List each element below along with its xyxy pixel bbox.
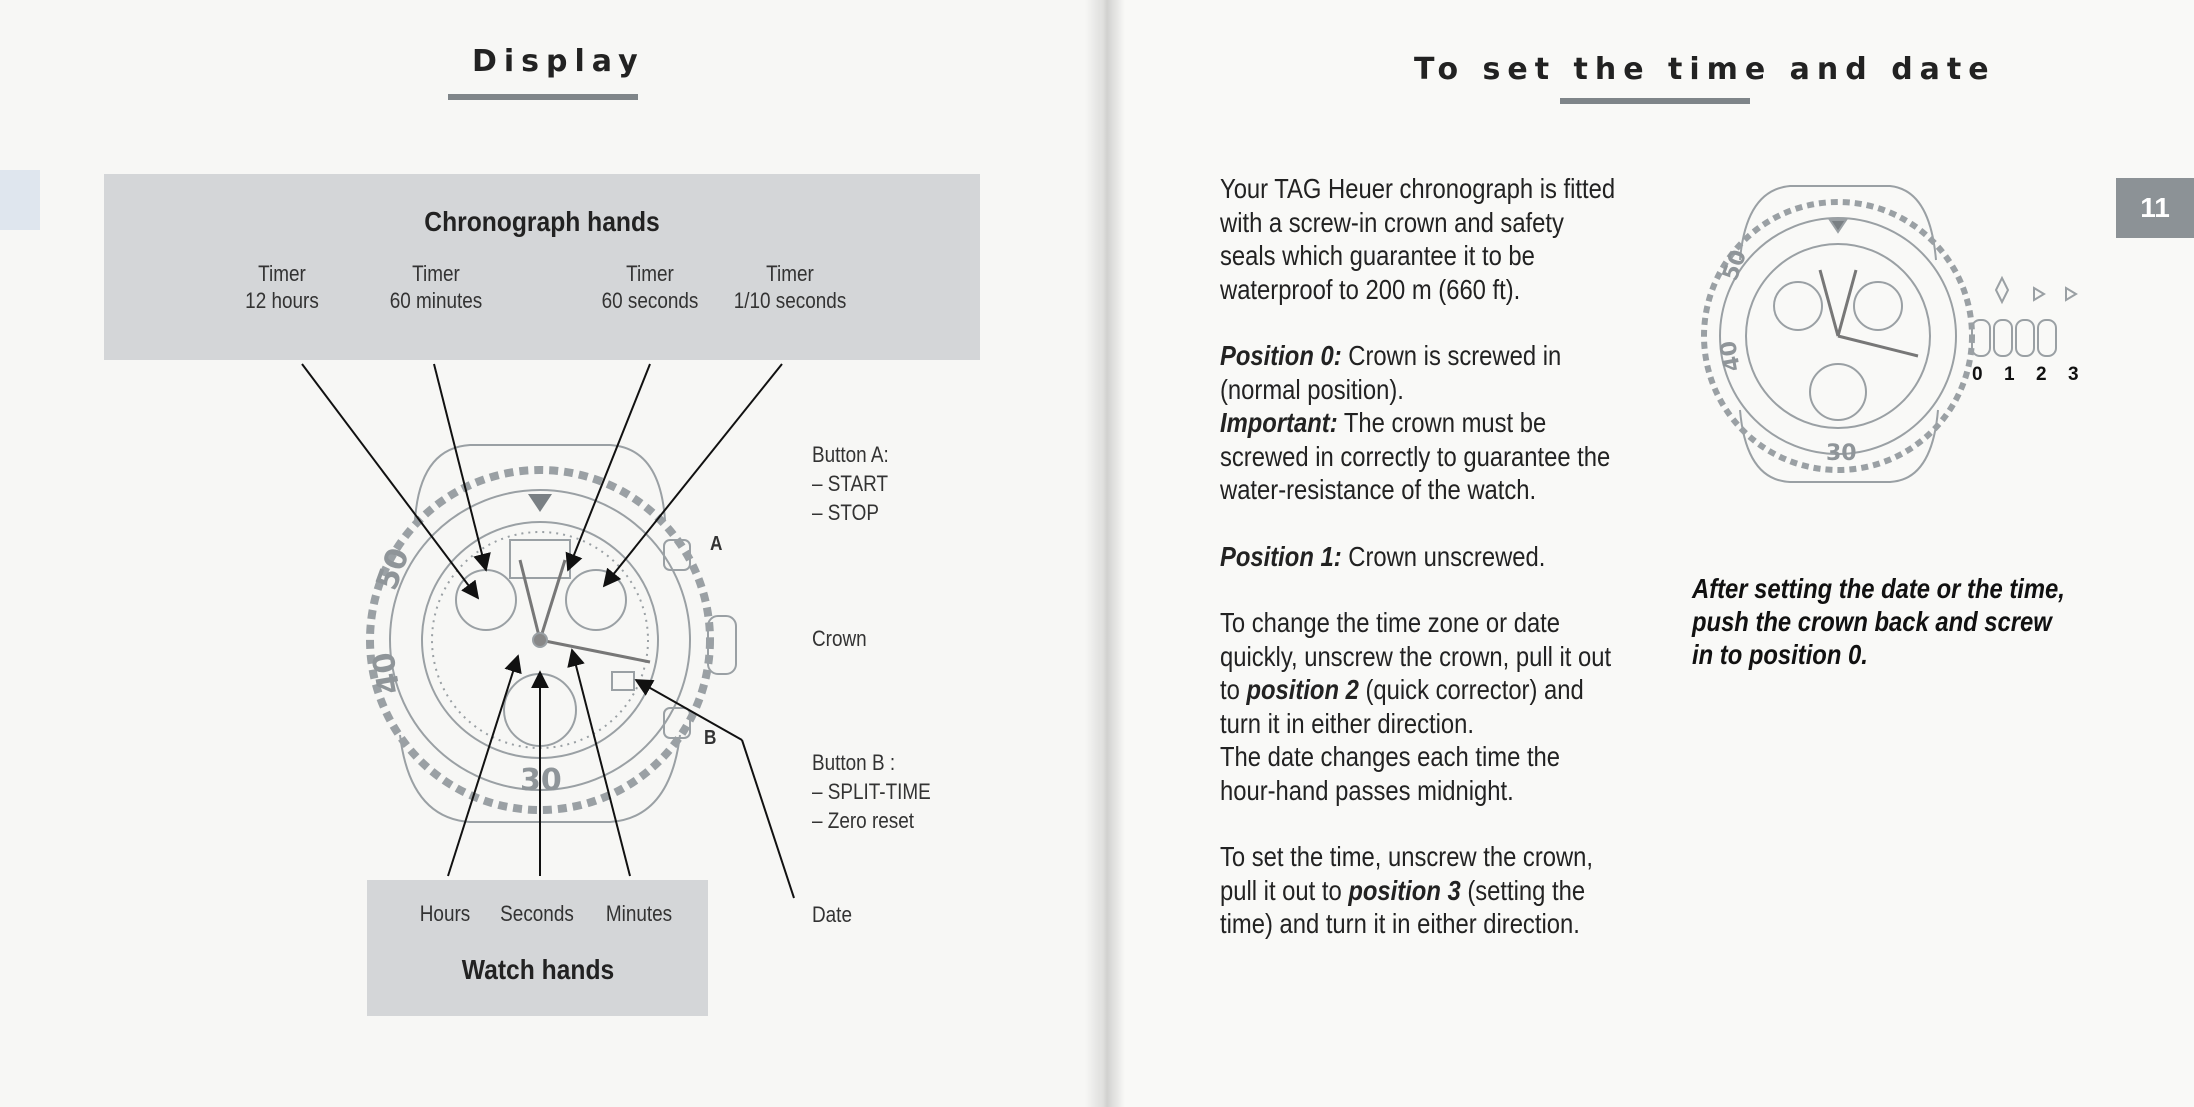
bezel-number-40: 40 <box>366 649 408 697</box>
timer-line2: 1/10 seconds <box>733 288 847 313</box>
position-0-paragraph <box>1220 339 1620 406</box>
button-b-zero-reset: – Zero reset <box>812 808 915 833</box>
date-window <box>612 672 634 690</box>
leader-tenth-seconds <box>604 364 782 586</box>
crown-position-label-3: 3 <box>2068 364 2079 385</box>
small-subdial-bottom <box>1810 364 1866 420</box>
watch-hands-heading: Watch hands <box>461 954 615 985</box>
timer-line1: Timer <box>766 261 814 286</box>
button-b-split-time: – SPLIT-TIME <box>812 779 931 804</box>
date-callout: Date <box>812 902 852 927</box>
date-change-paragraph: The date changes each time the hour-hand passes midnight. <box>1220 741 1561 806</box>
set-time-date-title: To set the time and date <box>1414 52 1996 87</box>
small-number-30: 30 <box>1826 441 1857 466</box>
crown-position-label-1: 1 <box>2004 364 2015 385</box>
bezel-number-50: 50 <box>369 543 417 595</box>
timer-line1: Timer <box>412 261 460 286</box>
instructions-text <box>1220 172 1620 941</box>
crown-callout: Crown <box>812 626 867 651</box>
display-title: Display <box>472 44 645 79</box>
small-subdial-right <box>1854 282 1902 330</box>
bezel-number-30: 30 <box>520 763 562 798</box>
zone-text-a: To change the time zone or date quickly, unscrew the crown, pull it out to <box>1220 607 1612 705</box>
unscrew-arrow-icon <box>1996 278 2008 302</box>
position-0-label: Position 0: <box>1220 340 1342 371</box>
hours-label: Hours <box>419 901 471 926</box>
position-3-label: position 3 <box>1348 874 1461 906</box>
subdial-right <box>566 570 626 630</box>
bezel-triangle <box>528 494 552 512</box>
button-a-letter: A <box>710 533 723 555</box>
crown-positions-diagram <box>1680 170 2100 500</box>
small-number-50: 50 <box>1718 246 1753 285</box>
small-subdial-left <box>1774 282 1822 330</box>
timer-line1: Timer <box>626 261 674 286</box>
timer-line2: 12 hours <box>245 288 319 313</box>
leader-minutes <box>572 650 630 876</box>
minutes-label: Minutes <box>605 901 673 926</box>
timer-line2: 60 minutes <box>389 288 483 313</box>
set-time-paragraph <box>1220 840 1620 941</box>
crown-position-label-0: 0 <box>1972 364 1983 385</box>
position-1-text: Crown unscrewed. <box>1341 540 1546 572</box>
important-label: Important: <box>1220 407 1338 438</box>
leader-60-minutes <box>434 364 486 570</box>
crown-position-label-2: 2 <box>2036 364 2047 385</box>
important-note: After setting the date or the time, push the crown back and screw in to position 0. <box>1692 573 2065 670</box>
button-a-title: Button A: <box>812 442 889 467</box>
button-a-stop: – STOP <box>812 500 879 525</box>
pull-arrow-icon-2 <box>2066 288 2076 300</box>
position-0-text: Crown is screwed in (normal position). <box>1220 340 1562 405</box>
crown-pos-1 <box>1994 320 2012 356</box>
position-2-label: position 2 <box>1246 674 1359 705</box>
crown-pos-2 <box>2016 320 2034 356</box>
set-time-date-underline <box>1560 98 1750 104</box>
set-text-a: To set the time, unscrew the crown, pull it out to <box>1220 841 1594 906</box>
timer-line1: Timer <box>258 261 306 286</box>
page-number-tab: 11 <box>2116 178 2194 238</box>
leader-60-seconds <box>568 364 650 570</box>
small-number-40: 40 <box>1715 338 1746 374</box>
subdial-left <box>456 570 516 630</box>
crown-pos-3 <box>2038 320 2056 356</box>
position-1-paragraph <box>1220 540 1620 574</box>
important-text: The crown must be screwed in correctly to guarantee the water-resistance of the watch. <box>1220 407 1611 505</box>
time-zone-paragraph <box>1220 606 1620 740</box>
timer-line2: 60 seconds <box>601 288 699 313</box>
small-bezel-triangle <box>1830 220 1846 232</box>
important-paragraph <box>1220 406 1620 507</box>
pull-arrow-icon-1 <box>2034 288 2044 300</box>
zone-text-b: (quick corrector) and turn it in either direction. <box>1220 674 1584 739</box>
center-pinion <box>533 633 547 647</box>
position-1-label: Position 1: <box>1220 540 1342 572</box>
button-b-letter: B <box>704 727 717 749</box>
seconds-label: Seconds <box>500 901 574 926</box>
intro-paragraph: Your TAG Heuer chronograph is fitted with a screw-in crown and safety seals which guarantee it to be waterproof to 200 m (660 ft). <box>1220 173 1616 305</box>
chronograph-hands-heading: Chronograph hands <box>424 206 660 237</box>
set-text-b: (setting the time) and turn it in either direction. <box>1220 874 1586 939</box>
leader-date-lower <box>742 740 794 898</box>
button-b-title: Button B : <box>812 750 896 775</box>
button-a-start: – START <box>812 471 889 496</box>
